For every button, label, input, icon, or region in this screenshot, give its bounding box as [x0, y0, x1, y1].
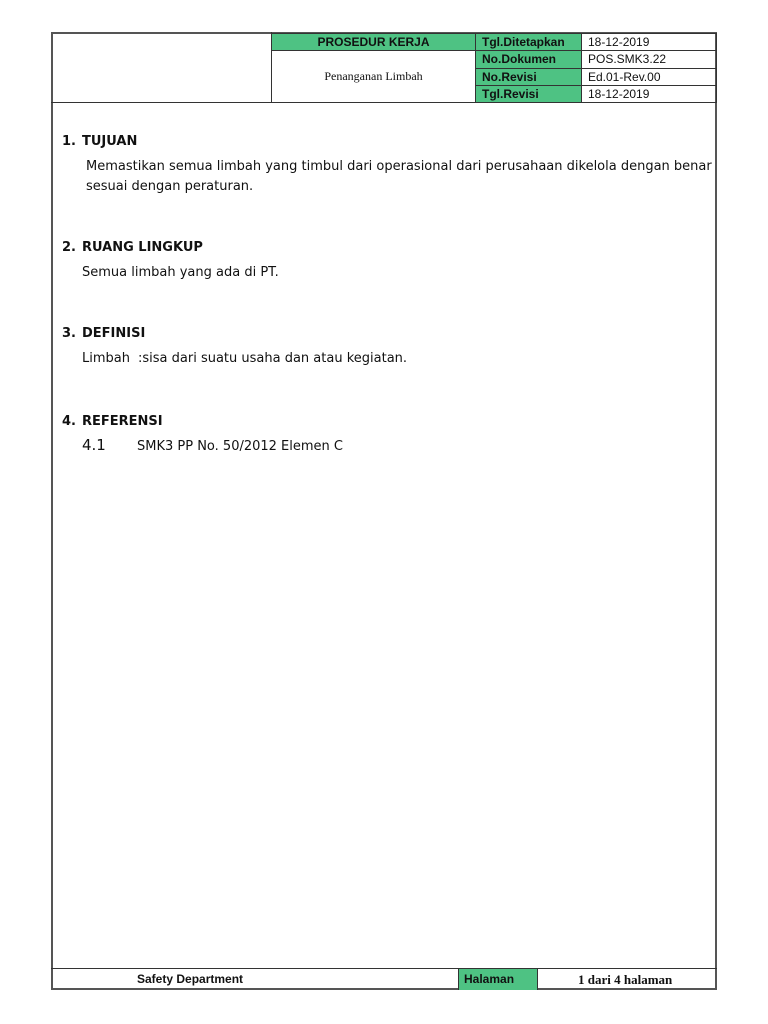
header-value-tgl-revisi: 18-12-2019 [582, 85, 717, 102]
section-body: Semua limbah yang ada di PT. [82, 265, 279, 280]
reference-text: SMK3 PP No. 50/2012 Elemen C [137, 439, 343, 454]
section-number: 2. [62, 240, 76, 255]
section-body [86, 157, 712, 197]
section-tujuan [62, 134, 712, 197]
section-definisi [62, 326, 407, 369]
reference-item [82, 435, 343, 457]
body-line: Memastikan semua limbah yang timbul dari operasional dari perusahaan dikelola dengan benar [86, 159, 712, 174]
section-ruang-lingkup [62, 240, 279, 283]
footer-department: Safety Department [137, 972, 244, 986]
section-number: 3. [62, 326, 76, 341]
header-label-tgl-ditetapkan: Tgl.Ditetapkan [476, 34, 582, 51]
header-label-tgl-revisi: Tgl.Revisi [476, 85, 582, 102]
document-footer [51, 968, 717, 990]
header-divider [51, 102, 717, 103]
section-title: DEFINISI [82, 326, 146, 341]
reference-number: 4.1 [82, 436, 106, 454]
document-title: Penanganan Limbah [272, 51, 476, 103]
section-heading [62, 326, 407, 341]
section-heading [62, 240, 279, 255]
section-referensi [62, 414, 343, 457]
section-number: 1. [62, 134, 76, 149]
header-value-no-revisi: Ed.01-Rev.00 [582, 68, 717, 85]
document-header-table [271, 33, 717, 103]
footer-page-value: 1 dari 4 halaman [578, 972, 673, 987]
procedure-label: PROSEDUR KERJA [272, 34, 476, 51]
section-body [82, 349, 407, 369]
section-number: 4. [62, 414, 76, 429]
header-value-no-dokumen: POS.SMK3.22 [582, 51, 717, 68]
section-title: REFERENSI [82, 414, 163, 429]
definition-term: Limbah [82, 351, 130, 366]
section-title: TUJUAN [82, 134, 138, 149]
footer-page-label: Halaman [458, 969, 538, 990]
header-label-no-dokumen: No.Dokumen [476, 51, 582, 68]
header-label-no-revisi: No.Revisi [476, 68, 582, 85]
section-heading [62, 134, 712, 149]
logo-area [51, 32, 272, 103]
section-title: RUANG LINGKUP [82, 240, 203, 255]
body-line: sesuai dengan peraturan. [86, 179, 254, 194]
section-heading [62, 414, 343, 429]
definition-text: :sisa dari suatu usaha dan atau kegiatan. [138, 351, 408, 366]
header-value-tgl-ditetapkan: 18-12-2019 [582, 34, 717, 51]
